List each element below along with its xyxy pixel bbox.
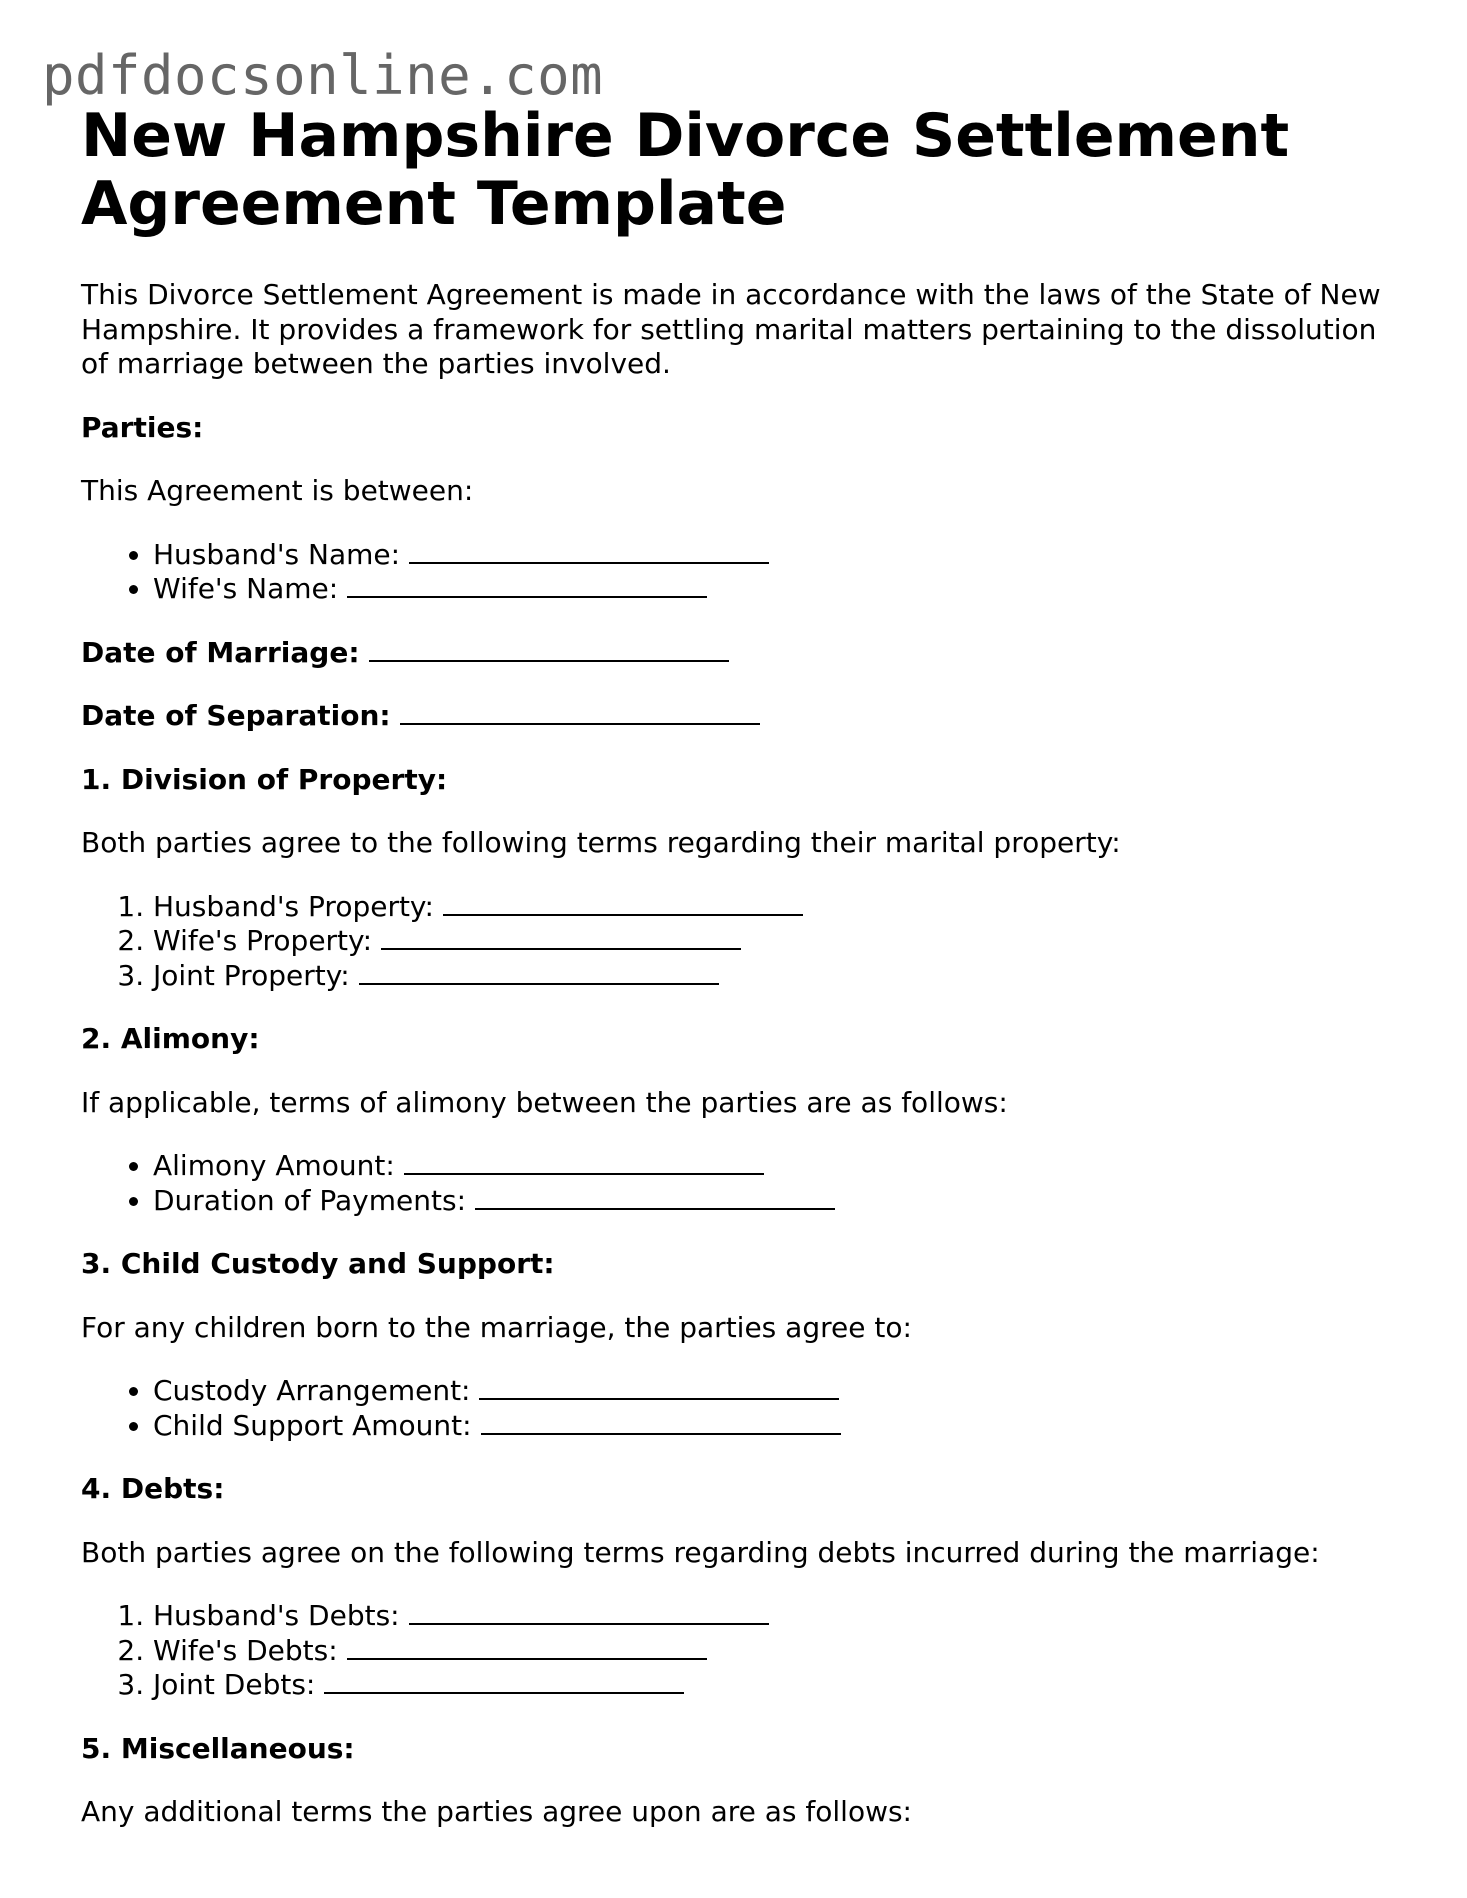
date-of-separation-blank[interactable] — [400, 699, 760, 725]
wife-debts-blank[interactable] — [347, 1634, 707, 1660]
custody-arrangement-blank[interactable] — [479, 1374, 839, 1400]
date-of-marriage-line — [81, 636, 1401, 671]
custody-heading: 3. Child Custody and Support: — [81, 1247, 555, 1280]
husband-property-label: Husband's Property: — [153, 889, 434, 923]
joint-debts-label: Joint Debts: — [153, 1668, 316, 1701]
list-item — [153, 1599, 1401, 1634]
payment-duration-blank[interactable] — [475, 1184, 835, 1210]
wife-name-label: Wife's Name: — [153, 572, 339, 605]
alimony-list — [81, 1149, 1401, 1218]
husband-property-blank[interactable] — [443, 890, 803, 916]
misc-heading: 5. Miscellaneous: — [81, 1731, 355, 1765]
payment-duration-label: Duration of Payments: — [153, 1183, 467, 1217]
debts-text: Both parties agree on the following terms regarding debts incurred during the marriage: — [81, 1535, 1320, 1569]
list-item — [153, 1668, 1401, 1703]
wife-property-label: Wife's Property: — [153, 924, 372, 957]
child-support-blank[interactable] — [481, 1409, 841, 1435]
debts-heading: 4. Debts: — [81, 1472, 225, 1505]
alimony-heading: 2. Alimony: — [81, 1022, 260, 1055]
child-support-label: Child Support Amount: — [153, 1408, 472, 1442]
alimony-text: If applicable, terms of alimony between the parties are as follows: — [81, 1085, 1008, 1119]
alimony-amount-label: Alimony Amount: — [153, 1149, 395, 1182]
wife-debts-label: Wife's Debts: — [153, 1633, 338, 1667]
list-item — [153, 959, 1401, 994]
husband-name-label: Husband's Name: — [153, 537, 401, 571]
husband-debts-label: Husband's Debts: — [153, 1599, 400, 1632]
husband-debts-blank[interactable] — [409, 1599, 769, 1625]
property-list — [81, 890, 1401, 994]
custody-list — [81, 1374, 1401, 1443]
custody-text: For any children born to the marriage, the parties agree to: — [81, 1310, 912, 1344]
joint-property-blank[interactable] — [359, 959, 719, 985]
intro-paragraph: This Divorce Settlement Agreement is made in accordance with the laws of the State of New Hampshire. It provides a framework for settling marital matters pertaining to the dissolution of marriage between the parties involved. — [81, 278, 1381, 380]
date-of-marriage-blank[interactable] — [369, 636, 729, 662]
document-title: New Hampshire Divorce Settlement Agreement Template — [81, 101, 1290, 239]
misc-text: Any additional terms the parties agree upon are as follows: — [81, 1795, 912, 1828]
list-item — [153, 1184, 1401, 1219]
debts-list — [81, 1599, 1401, 1703]
joint-debts-blank[interactable] — [324, 1668, 684, 1694]
wife-name-blank[interactable] — [347, 572, 707, 598]
custody-arrangement-label: Custody Arrangement: — [153, 1374, 471, 1407]
wife-property-blank[interactable] — [381, 924, 741, 950]
husband-name-blank[interactable] — [409, 538, 769, 564]
list-item — [153, 924, 1401, 959]
parties-heading: Parties: — [81, 410, 204, 444]
list-item — [153, 1149, 1401, 1184]
list-item — [153, 572, 1401, 607]
list-item — [153, 538, 1401, 573]
list-item — [153, 1409, 1401, 1444]
alimony-amount-blank[interactable] — [404, 1149, 764, 1175]
watermark: pdfdocsonline.com — [42, 44, 604, 107]
document-page — [81, 102, 1401, 1830]
list-item — [153, 890, 1401, 925]
parties-list — [81, 538, 1401, 607]
property-heading: 1. Division of Property: — [81, 762, 448, 796]
date-of-marriage-label: Date of Marriage: — [81, 635, 360, 669]
date-of-separation-label: Date of Separation: — [81, 699, 391, 732]
parties-text: This Agreement is between: — [81, 474, 474, 507]
date-of-separation-line — [81, 699, 1401, 734]
property-text: Both parties agree to the following terms regarding their marital property: — [81, 826, 1121, 859]
joint-property-label: Joint Property: — [153, 958, 350, 992]
list-item — [153, 1634, 1401, 1669]
list-item — [153, 1374, 1401, 1409]
